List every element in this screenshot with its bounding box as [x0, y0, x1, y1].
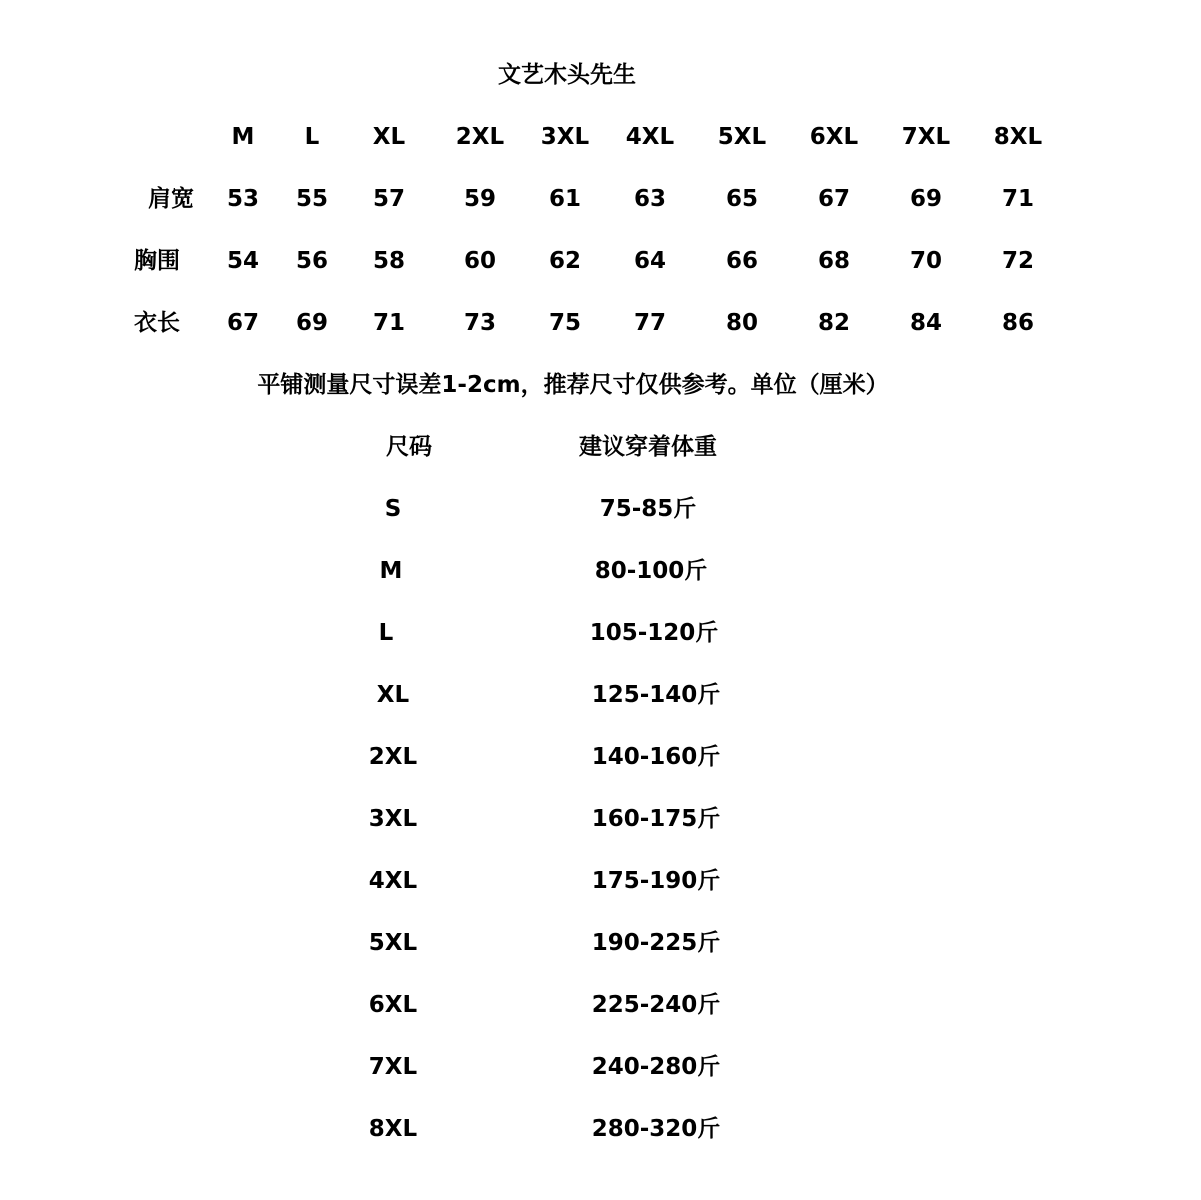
measurement-cell: 66: [725, 248, 759, 274]
size-header-7xl: 7XL: [901, 124, 951, 150]
measurement-cell: 67: [817, 186, 851, 212]
measurement-cell: 61: [548, 186, 582, 212]
measurement-cell: 72: [1001, 248, 1035, 274]
weight-row-weight: 75-85斤: [599, 496, 697, 522]
size-header-6xl: 6XL: [809, 124, 859, 150]
measurement-cell: 58: [372, 248, 406, 274]
measurement-cell: 65: [725, 186, 759, 212]
size-header-3xl: 3XL: [540, 124, 590, 150]
measurement-cell: 54: [226, 248, 260, 274]
measurement-cell: 82: [817, 310, 851, 336]
weight-header-weight: 建议穿着体重: [579, 434, 717, 460]
measurement-cell: 84: [909, 310, 943, 336]
size-header-4xl: 4XL: [625, 124, 675, 150]
weight-row-weight: 240-280斤: [591, 1054, 721, 1080]
weight-row-size: 3XL: [368, 806, 418, 832]
measurement-cell: 64: [633, 248, 667, 274]
measurement-note: 平铺测量尺寸误差1-2cm，推荐尺寸仅供参考。单位（厘米）: [257, 372, 889, 398]
measurement-cell: 77: [633, 310, 667, 336]
measurement-cell: 55: [295, 186, 329, 212]
weight-row-weight: 160-175斤: [591, 806, 721, 832]
weight-row-weight: 190-225斤: [591, 930, 721, 956]
measurement-cell: 80: [725, 310, 759, 336]
weight-row-weight: 280-320斤: [591, 1116, 721, 1142]
weight-header-size: 尺码: [386, 434, 432, 460]
measurement-cell: 69: [295, 310, 329, 336]
size-header-l: L: [304, 124, 320, 150]
measurement-row-label: 胸围: [134, 248, 180, 274]
size-header-xl: XL: [372, 124, 406, 150]
weight-row-size: XL: [376, 682, 410, 708]
page-title: 文艺木头先生: [498, 62, 636, 88]
weight-row-size: 8XL: [368, 1116, 418, 1142]
measurement-cell: 63: [633, 186, 667, 212]
measurement-row-label: 肩宽: [148, 186, 194, 212]
weight-row-weight: 80-100斤: [594, 558, 708, 584]
measurement-cell: 71: [372, 310, 406, 336]
measurement-cell: 53: [226, 186, 260, 212]
measurement-cell: 70: [909, 248, 943, 274]
weight-row-weight: 125-140斤: [591, 682, 721, 708]
measurement-cell: 59: [463, 186, 497, 212]
weight-row-size: 4XL: [368, 868, 418, 894]
weight-row-size: 6XL: [368, 992, 418, 1018]
size-header-5xl: 5XL: [717, 124, 767, 150]
weight-row-weight: 175-190斤: [591, 868, 721, 894]
measurement-cell: 67: [226, 310, 260, 336]
measurement-cell: 75: [548, 310, 582, 336]
weight-row-size: L: [378, 620, 394, 646]
size-header-2xl: 2XL: [455, 124, 505, 150]
size-header-8xl: 8XL: [993, 124, 1043, 150]
weight-row-weight: 105-120斤: [589, 620, 719, 646]
measurement-cell: 68: [817, 248, 851, 274]
measurement-cell: 71: [1001, 186, 1035, 212]
weight-row-size: 7XL: [368, 1054, 418, 1080]
measurement-cell: 60: [463, 248, 497, 274]
weight-row-size: M: [379, 558, 403, 584]
size-header-m: M: [231, 124, 255, 150]
measurement-cell: 86: [1001, 310, 1035, 336]
weight-row-size: S: [384, 496, 402, 522]
measurement-row-label: 衣长: [134, 310, 180, 336]
measurement-cell: 56: [295, 248, 329, 274]
measurement-cell: 57: [372, 186, 406, 212]
weight-row-weight: 225-240斤: [591, 992, 721, 1018]
weight-row-size: 5XL: [368, 930, 418, 956]
measurement-cell: 73: [463, 310, 497, 336]
measurement-cell: 69: [909, 186, 943, 212]
weight-row-weight: 140-160斤: [591, 744, 721, 770]
weight-row-size: 2XL: [368, 744, 418, 770]
measurement-cell: 62: [548, 248, 582, 274]
